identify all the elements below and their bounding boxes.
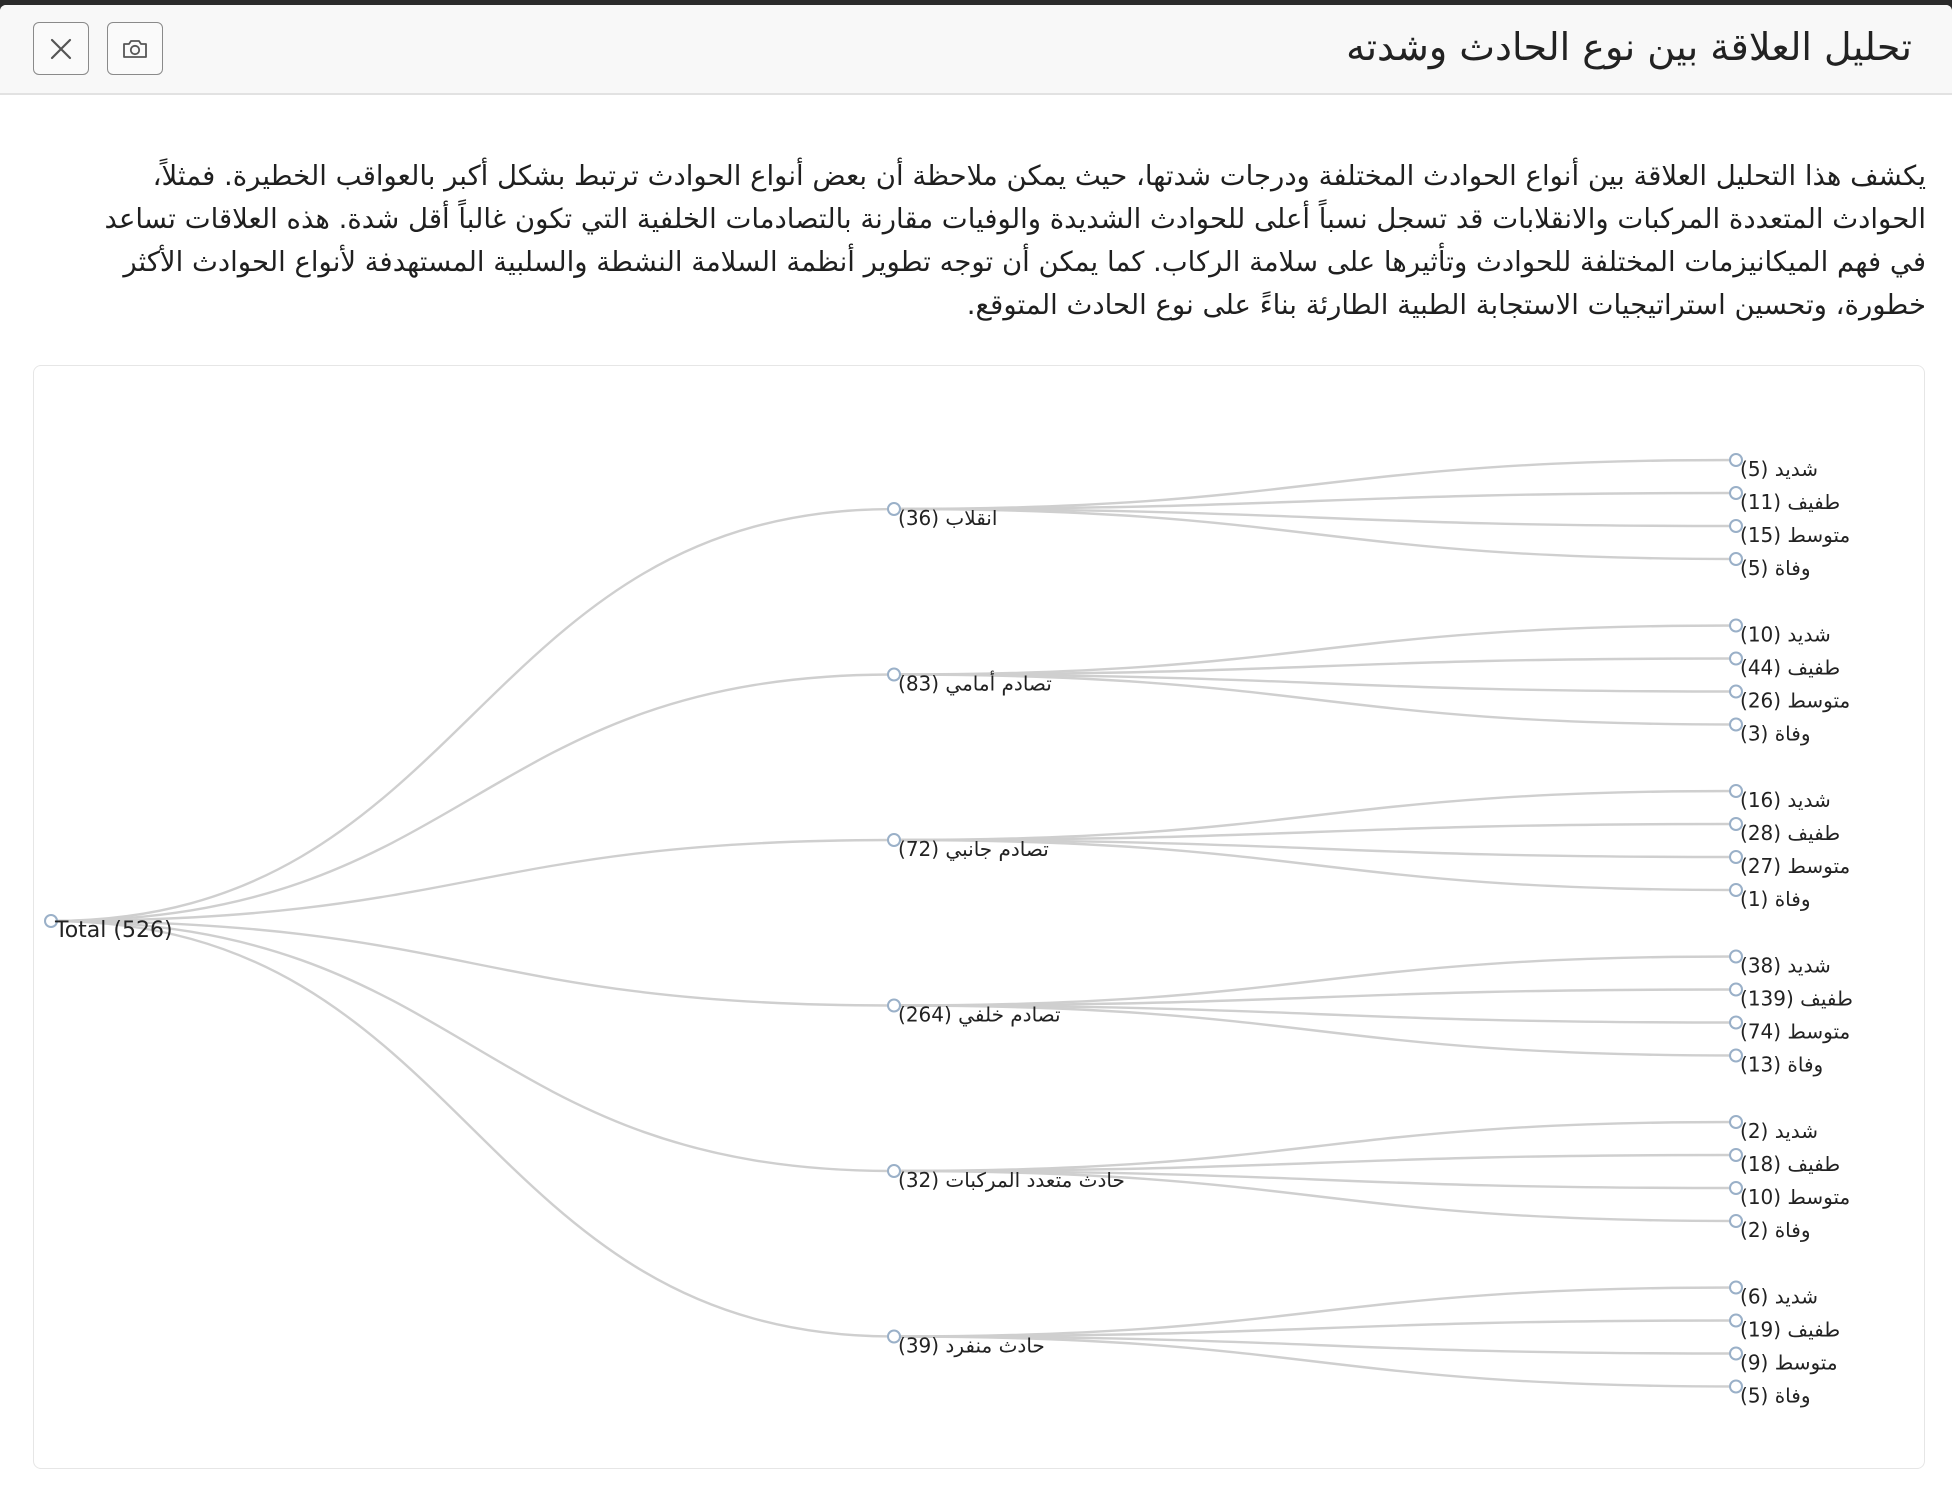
screenshot-button[interactable] <box>107 22 163 75</box>
category-label: تصادم خلفي (264) <box>898 1002 1061 1027</box>
severity-label: شديد (10) <box>1740 622 1831 647</box>
tree-link <box>51 921 894 1006</box>
tree-link <box>51 840 894 921</box>
tree-link <box>51 921 894 1171</box>
category-label: انقلاب (36) <box>898 506 998 530</box>
modal-header <box>0 5 1952 95</box>
close-button[interactable] <box>33 22 89 75</box>
severity-label: شديد (6) <box>1740 1284 1819 1309</box>
severity-label: طفيف (44) <box>1740 655 1841 680</box>
severity-label: وفاة (3) <box>1740 721 1811 746</box>
chart-container <box>33 365 1925 1469</box>
severity-label: شديد (2) <box>1740 1119 1819 1143</box>
tree-link <box>51 509 894 921</box>
severity-label: وفاة (1) <box>1740 887 1811 911</box>
severity-label: طفيف (19) <box>1740 1317 1841 1342</box>
tree-link <box>51 921 894 1337</box>
tree-links <box>51 460 1736 1387</box>
tree-chart <box>34 366 1923 1467</box>
modal-title: تحليل العلاقة بين نوع الحادث وشدته <box>1346 25 1912 69</box>
severity-label: متوسط (10) <box>1740 1185 1851 1209</box>
severity-label: طفيف (28) <box>1740 821 1841 845</box>
severity-label: متوسط (9) <box>1740 1350 1838 1375</box>
severity-label: وفاة (5) <box>1740 1383 1811 1408</box>
root-label: Total (526) <box>55 918 173 943</box>
severity-label: وفاة (5) <box>1740 556 1811 580</box>
chart-description: يكشف هذا التحليل العلاقة بين أنواع الحوادث المختلفة ودرجات شدتها، حيث يمكن ملاحظة أن بعض أنواع الحوادث ترتبط بشكل أكبر بالعواقب الخطيرة. فمثلاً، الحوادث المتعددة المركبات والانقلابات قد تسجل نسباً أعلى للحوادث الشديدة والوفيات مقارنة بالتصادمات الخلفية التي تكون غالباً أقل شدة. هذه العلاقات تساعد في فهم الميكانيزمات المختلفة للحوادث وتأثيرها على سلامة الركاب. كما يمكن أن توجه تطوير أنظمة السلامة النشطة والسلبية المستهدفة لأنواع الحوادث الأكثر خطورة، وتحسين استراتيجيات الاستجابة الطبية الطارئة بناءً على نوع الحادث المتوقع. <box>104 160 1926 321</box>
tree-nodes <box>45 454 1853 1408</box>
severity-label: طفيف (139) <box>1740 986 1853 1011</box>
severity-label: وفاة (2) <box>1740 1218 1811 1242</box>
severity-label: طفيف (18) <box>1740 1152 1841 1176</box>
severity-label: وفاة (13) <box>1740 1052 1824 1077</box>
severity-label: متوسط (15) <box>1740 523 1851 547</box>
tree-link <box>51 675 894 922</box>
category-label: حادث منفرد (39) <box>898 1333 1045 1358</box>
chart-modal <box>0 5 1952 1505</box>
camera-icon <box>121 37 149 61</box>
severity-label: متوسط (74) <box>1740 1019 1851 1044</box>
category-label: تصادم جانبي (72) <box>898 837 1049 861</box>
close-icon <box>48 36 74 62</box>
category-label: حادث متعدد المركبات (32) <box>898 1168 1125 1192</box>
severity-label: شديد (5) <box>1740 457 1819 481</box>
severity-label: متوسط (27) <box>1740 854 1851 878</box>
severity-label: شديد (16) <box>1740 788 1831 812</box>
severity-label: طفيف (11) <box>1740 490 1841 514</box>
severity-label: متوسط (26) <box>1740 688 1851 713</box>
severity-label: شديد (38) <box>1740 953 1831 978</box>
category-label: تصادم أمامي (83) <box>898 671 1052 696</box>
